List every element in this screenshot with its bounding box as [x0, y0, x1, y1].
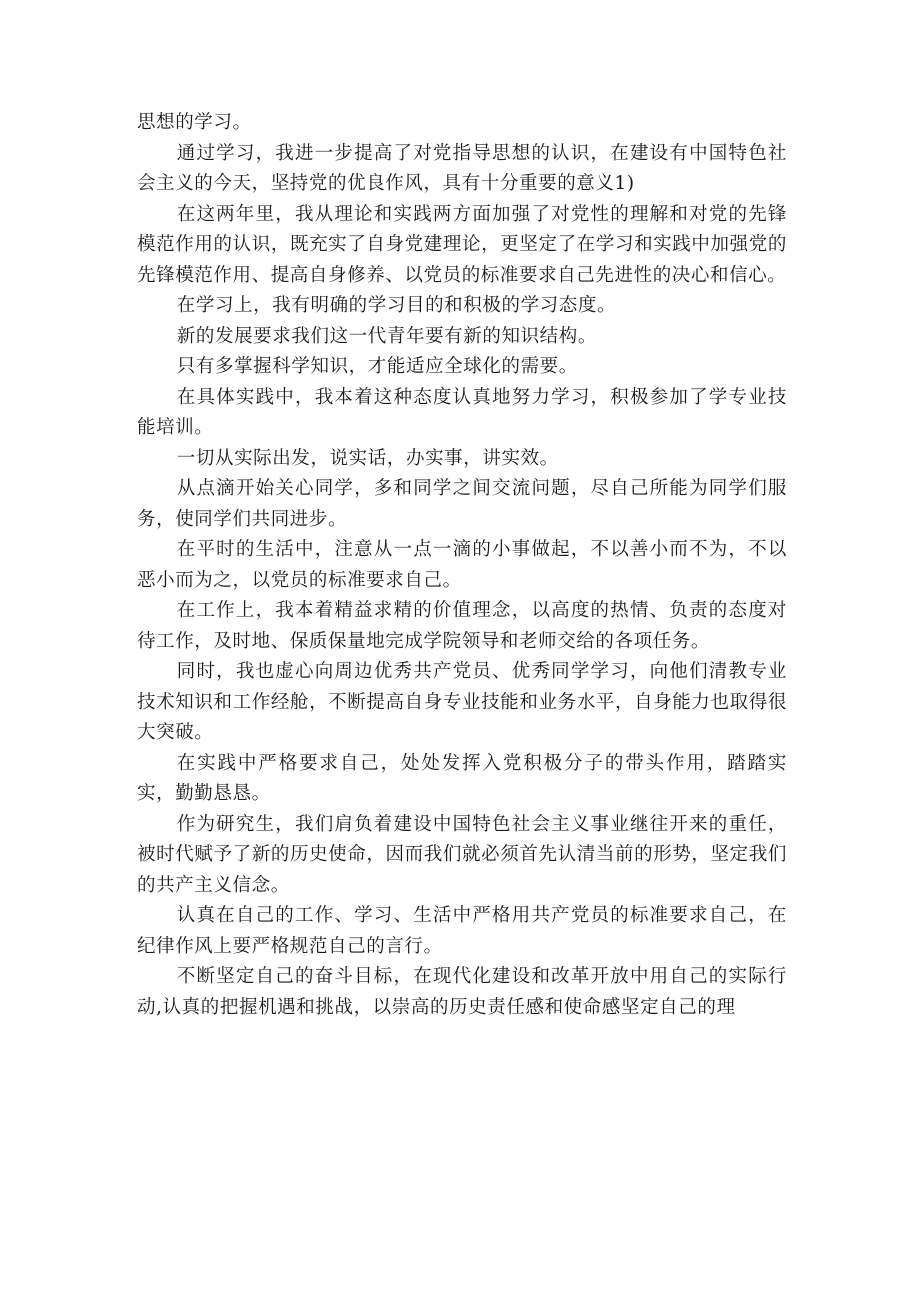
paragraph: 只有多掌握科学知识，才能适应全球化的需要。	[176, 356, 578, 377]
paragraph-truncated: 不断坚定自己的奋斗目标，在现代化建设和改革开放中用自己的实际行动,认真的把握机遇和挑战，以崇高的历史责任感和使命感坚定自己的理	[137, 966, 787, 1018]
paragraph: 一切从实际出发，说实话，办实事，讲实效。	[176, 447, 559, 469]
paragraph: 在学习上，我有明确的学习目的和积极的学习态度。	[176, 295, 617, 316]
paragraph: 同时，我也虚心向周边优秀共产党员、优秀同学学习，向他们清教专业技术知识和工作经舱，不断提高自身专业技能和业务水平，自身能力也取得很大突破。	[137, 661, 787, 743]
paragraph: 认真在自己的工作、学习、生活中严格用共产党员的标准要求自己，在纪律作风上要严格规范自己的言行。	[137, 905, 787, 957]
paragraph: 在平时的生活中，注意从一点一滴的小事做起，不以善小而不为，不以恶小而为之，以党员的标准要求自己。	[137, 539, 787, 591]
paragraph: 从点滴开始关心同学，多和同学之间交流问题，尽自己所能为同学们服务，使同学们共同进步。	[137, 478, 787, 530]
paragraph: 通过学习，我进一步提高了对党指导思想的认识，在建设有中国特色社会主义的今天，坚持党的优良作风，具有十分重要的意义1)	[137, 142, 787, 194]
paragraph: 在工作上，我本着精益求精的价值理念，以高度的热情、负责的态度对待工作，及时地、保质保量地完成学院领导和老师交给的各项任务。	[137, 600, 787, 652]
paragraph-continuation: 思想的学习。	[137, 112, 252, 133]
paragraph: 作为研究生，我们肩负着建设中国特色社会主义事业继往开来的重任，被时代赋予了新的历史使命，因而我们就必须首先认清当前的形势，坚定我们的共产主义信念。	[137, 813, 787, 896]
document-page	[137, 108, 787, 1023]
paragraph: 在实践中严格要求自己，处处发挥入党积极分子的带头作用，踏踏实实，勤勤恳恳。	[137, 752, 787, 804]
paragraph: 在这两年里，我从理论和实践两方面加强了对党性的理解和对党的先锋模范作用的认识，既充实了自身党建理论，更坚定了在学习和实践中加强党的先锋模范作用、提高自身修养、以党员的标准要求自己先进性的决心和信心。	[137, 203, 787, 286]
paragraph: 在具体实践中，我本着这种态度认真地努力学习，积极参加了学专业技能培训。	[137, 386, 787, 438]
paragraph: 新的发展要求我们这一代青年要有新的知识结构。	[176, 325, 597, 347]
